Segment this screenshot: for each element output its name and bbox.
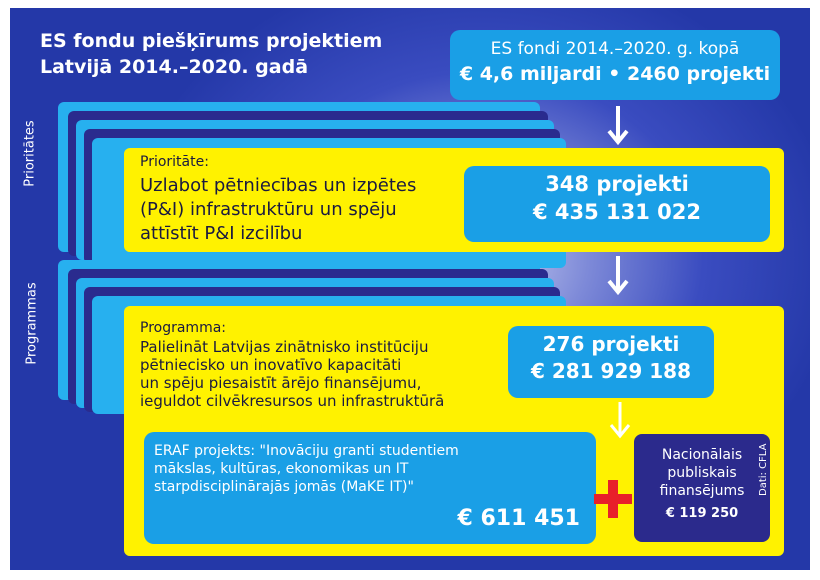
- priority-label: Prioritāte:: [140, 154, 209, 170]
- erdf-project-text: [154, 442, 459, 496]
- summary-line-2: € 4,6 miljardi • 2460 projekti: [459, 63, 771, 85]
- down-arrow-icon: [608, 400, 632, 444]
- summary-box: [450, 30, 780, 100]
- priority-text-line: Uzlabot pētniecības un izpētes: [140, 175, 417, 196]
- priority-text-line: attīstīt P&I izcilību: [140, 223, 303, 244]
- infographic-canvas: [10, 8, 810, 570]
- national-funding-box: [634, 434, 770, 542]
- programme-label: Programma:: [140, 320, 227, 336]
- programme-text-line: ieguldot cilvēkresursos un infrastruktūrā: [140, 392, 445, 410]
- priority-stats-box: [464, 166, 770, 242]
- national-funding-line: publiskais: [667, 465, 737, 481]
- programme-text-line: pētniecisko un inovatīvo kapacitāti: [140, 356, 402, 374]
- programme-text-line: Palielināt Latvijas zinātnisko institūciju: [140, 338, 429, 356]
- programme-text: [140, 338, 444, 410]
- summary-line-1: ES fondi 2014.–2020. g. kopā: [490, 39, 740, 59]
- source-note: Dati: CFLA: [758, 443, 769, 496]
- erdf-text-line: starpdisciplinārajās jomās (MaKE IT)": [154, 479, 414, 495]
- title-line-2: Latvijā 2014.–2020. gadā: [40, 56, 309, 78]
- programme-projects: 276 projekti: [542, 332, 680, 356]
- erdf-amount: € 611 451: [457, 506, 580, 531]
- priority-text-line: (P&I) infrastruktūru un spēju: [140, 199, 397, 220]
- down-arrow-icon: [606, 104, 630, 148]
- priority-amount: € 435 131 022: [532, 200, 702, 224]
- national-funding-amount: € 119 250: [665, 506, 739, 521]
- erdf-text-line: mākslas, kultūras, ekonomikas un IT: [154, 461, 409, 477]
- side-label-programmes: Programmas: [24, 282, 40, 365]
- programme-stats-box: [508, 326, 714, 398]
- programme-amount: € 281 929 188: [530, 359, 692, 383]
- plus-icon: [592, 478, 634, 520]
- side-label-priorities: Prioritātes: [22, 120, 38, 187]
- programme-text-line: un spēju piesaistīt ārējo finansējumu,: [140, 374, 422, 392]
- down-arrow-icon: [606, 254, 630, 298]
- erdf-text-line: ERAF projekts: "Inovāciju granti studentiem: [154, 443, 459, 459]
- national-funding-line: Nacionālais: [661, 447, 743, 463]
- page-title: [40, 28, 382, 80]
- title-line-1: ES fondu piešķīrums projektiem: [40, 30, 383, 52]
- national-funding-line: finansējums: [659, 483, 745, 499]
- priority-text: [140, 174, 416, 246]
- priority-projects: 348 projekti: [545, 172, 689, 196]
